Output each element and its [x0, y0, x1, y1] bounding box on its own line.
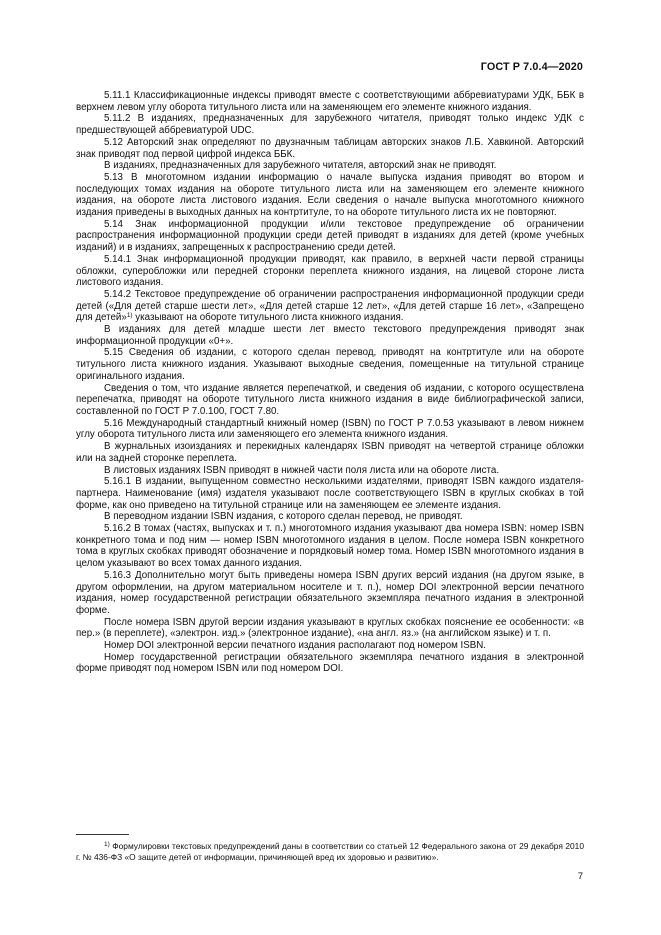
paragraph-5-11-1: 5.11.1 Классификационные индексы приводят вместе с соответствующими аббревиатурами УДК, ББК в верхнем левом углу оборота титульного листа или на заменяющем его элементе книжного издания.	[76, 90, 584, 113]
footnote	[76, 841, 584, 863]
paragraph-translation-isbn: В переводном издании ISBN издания, с которого сделан перевод, не приводят.	[104, 511, 463, 523]
paragraph-5-16-2: 5.16.2 В томах (частях, выпусках и т. п.) многотомного издания указывают два номера ISBN: номер ISBN конкретного тома и под ним — номер ISBN многотомного издания в целом. После номера ISBN конкретного тома в круглых скобках приводят обозначение и порядковый номер тома. Номер ISBN многотомного издания в целом указывают во всех томах данного издания.	[76, 523, 584, 570]
paragraph-5-15: 5.15 Сведения об издании, с которого сделан перевод, приводят на контртитуле или на обороте титульного листа книжного издания. Указывают выходные сведения, помещенные на титульной странице оригинального издания.	[76, 347, 584, 382]
paragraph-5-14: 5.14 Знак информационной продукции и/или текстовое предупреждение об ограничении распространения информационной продукции среди детей приводят в изданиях для детей (кроме учебных изданий) и в изданиях, запрещенных к распространению среди детей.	[76, 218, 584, 254]
paragraph-journals-isbn: В журнальных изоизданиях и перекидных календарях ISBN приводят на четвертой странице обложки или на задней сторонке переплета.	[76, 441, 584, 464]
footnote-text	[76, 841, 584, 863]
paragraph-5-16: 5.16 Международный стандартный книжный номер (ISBN) по ГОСТ Р 7.0.53 указывают в левом нижнем углу оборота титульного листа или заменяющего его элемента книжного издания.	[76, 417, 584, 441]
paragraph-5-14-1: 5.14.1 Знак информационной продукции приводят, как правило, в верхней части первой страницы обложки, суперобложки или передней сторонки переплета книжного издания, на лицевой стороне листа листового издания.	[76, 253, 584, 289]
footnote-ref[interactable]: 1)	[126, 312, 133, 320]
paragraph-5-14-2	[76, 289, 584, 324]
paragraph-5-13: 5.13 В многотомном издании информацию о начале выпуска издания приводят во втором и последующих томах издания на обороте титульного листа или на заменяющем его элементе книжного издания, на обороте листа листового издания. Если сведения о начале выпуска многотомного книжного издания приведены в выходных данных на контртитуле, то на обороте титульного листа их не повторяют.	[76, 171, 584, 219]
document-body	[76, 90, 584, 675]
paragraph-version-note: После номера ISBN другой версии издания указывают в круглых скобках пояснение ее особенности: «в пер.» (в переплете), «электрон. изд.» (электронное издание), «на англ. яз.» (на английском языке) и т. п.	[76, 616, 584, 640]
paragraph-reprint: Сведения о том, что издание является перепечаткой, и сведения об издании, с которого осуществлена перепечатка, приводят на обороте титульного листа книжного издания в виде библиографической записи, составленной по ГОСТ Р 7.0.100, ГОСТ 7.80.	[76, 382, 584, 417]
paragraph-5-12-note: В изданиях, предназначенных для зарубежного читателя, авторский знак не приводят.	[104, 160, 497, 172]
paragraph-5-16-1: 5.16.1 В издании, выпущенном совместно несколькими издателями, приводят ISBN каждого издателя-партнера. Наименование (имя) издателя указывают после соответствующего ISBN в круглых скобках в той форме, как оно приведено на титульной странице или на заменяющем ее элементе издания.	[76, 476, 584, 511]
footnote-body: Формулировки текстовых предупреждений даны в соответствии со статьей 12 Федерального закона от 29 декабря 2010 г. № 436-ФЗ «О защите детей от информации, причиняющей вред их здоровью и развитию».	[76, 841, 584, 862]
paragraph-5-16-3: 5.16.3 Дополнительно могут быть приведены номера ISBN других версий издания (на другом языке, в другом оформлении, на другом материальном носителе и т. п.), номер DOI электронной версии печатного издания, номер государственной регистрации обязательного экземпляра печатного издания в электронной форме.	[76, 569, 584, 616]
paragraph-5-12: 5.12 Авторский знак определяют по двузначным таблицам авторских знаков Л.Б. Хавкиной. Авторский знак приводят под первой цифрой индекса ББК.	[76, 136, 584, 160]
paragraph-5-11-2: 5.11.2 В изданиях, предназначенных для зарубежного читателя, приводят только индекс УДК с предшествующей аббревиатурой UDC.	[76, 113, 584, 137]
footnote-divider	[76, 834, 129, 835]
paragraph-5-14-2-tail: указывают на обороте титульного листа книжного издания.	[132, 312, 404, 324]
paragraph-registration: Номер государственной регистрации обязательного экземпляра печатного издания в электронной форме приводят под номером ISBN или под номером DOI.	[76, 651, 584, 675]
doc-number-header: ГОСТ Р 7.0.4—2020	[480, 61, 583, 73]
page-number: 7	[577, 871, 583, 882]
paragraph-0plus: В изданиях для детей младше шести лет вместо текстового предупреждения приводят знак информационной продукции «0+».	[76, 324, 584, 347]
paragraph-doi: Номер DOI электронной версии печатного издания располагают под номером ISBN.	[104, 640, 487, 652]
footnote-marker: 1)	[104, 841, 110, 848]
paragraph-5-14-2-text: 5.14.2 Текстовое предупреждение об ограничении распространения информационной продукции среди детей («Для детей старше шести лет», «Для детей старше 12 лет», «Для детей старше 16 лет», «Запрещено для детей»	[76, 288, 584, 324]
paragraph-sheet-isbn: В листовых изданиях ISBN приводят в нижней части поля листа или на обороте листа.	[104, 464, 500, 476]
